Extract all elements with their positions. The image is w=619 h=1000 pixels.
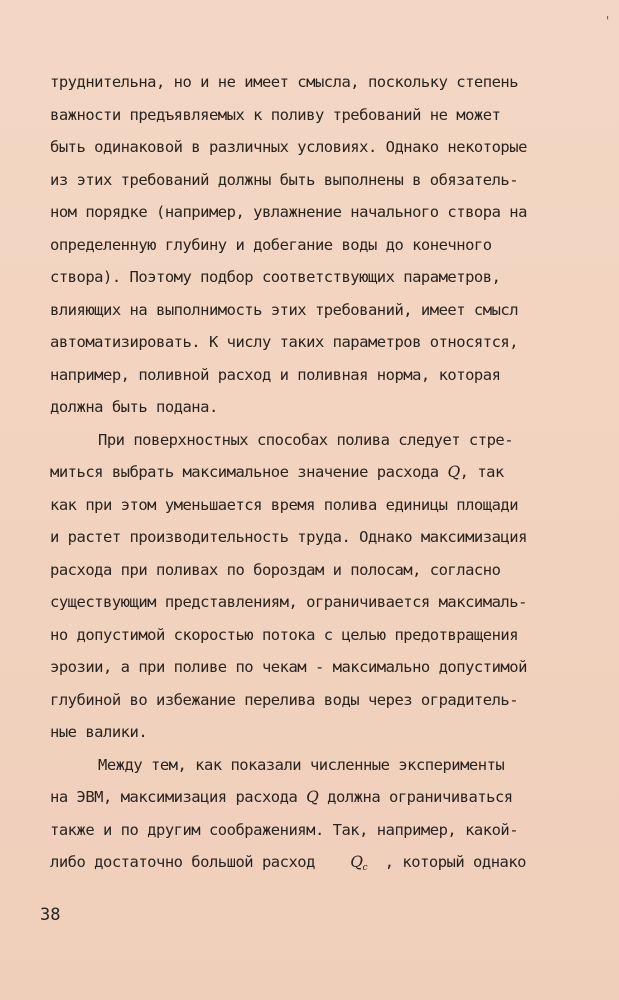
text-line: из этих требований должны быть выполнены в обязатель- [50,170,519,189]
text-line: влияющих на выполнимость этих требований, имеет смысл [50,300,519,319]
text-line: труднительна, но и не имеет смысла, поскольку степень [50,73,519,91]
text-line: ные валики. [50,723,148,741]
text-line: например, поливной расход и поливная норма, которая [50,365,501,384]
text-span: миться выбрать максимальное значение расхода [50,463,448,481]
body-text [50,66,595,879]
text-line: также и по другим соображениям. Так, например, какой- [50,820,519,839]
text-line: должна быть подана. [50,398,218,416]
variable-q: Q [447,463,460,481]
paragraph-3 [50,749,595,879]
paragraph-2 [50,424,595,749]
text-line [50,456,595,489]
text-line: расхода при поливах по бороздам и полосам, согласно [50,560,501,579]
text-line: эрозии, а при поливе по чекам - максимально допустимой [50,658,527,676]
text-line: но допустимой скоростью потока с целью предотвращения [50,625,519,644]
subscript-c: c [362,863,368,873]
text-span: либо достаточно большой расход [50,853,351,871]
text-line: ном порядке (например, увлажнение начального створа на [50,203,527,221]
text-line: При поверхностных способах полива следует стре- [98,430,514,449]
text-line: быть одинаковой в различных условиях. Однако некоторые [50,138,527,156]
corner-mark: ' [604,14,612,28]
text-line: как при этом уменьшается время полива единицы площади [50,495,519,514]
text-span: на ЭВМ, максимизация расхода [50,788,307,806]
text-line: существующим представлениям, ограничивается максималь- [50,593,527,611]
text-line: и растет производительность труда. Однако максимизация [50,528,527,546]
text-line [50,846,595,879]
text-span: , который однако [367,853,527,871]
text-line: створа). Поэтому подбор соответствующих параметров, [50,268,501,286]
variable-q: Q [306,788,319,806]
paragraph-1 [50,66,595,424]
text-line: определенную глубину и добегание воды до конечного [50,235,492,254]
text-line: глубиной во избежание перелива воды через оградитель- [50,690,519,709]
page-number: 38 [40,905,61,925]
text-line: Между тем, как показали численные эксперименты [98,755,505,774]
text-span: должна ограничиваться [318,788,513,806]
text-span: , так [459,463,504,481]
text-line: автоматизировать. К числу таких параметров относятся, [50,333,519,351]
text-line: важности предъявляемых к поливу требований не может [50,105,501,124]
text-line [50,781,595,814]
variable-q: Q [350,853,363,871]
